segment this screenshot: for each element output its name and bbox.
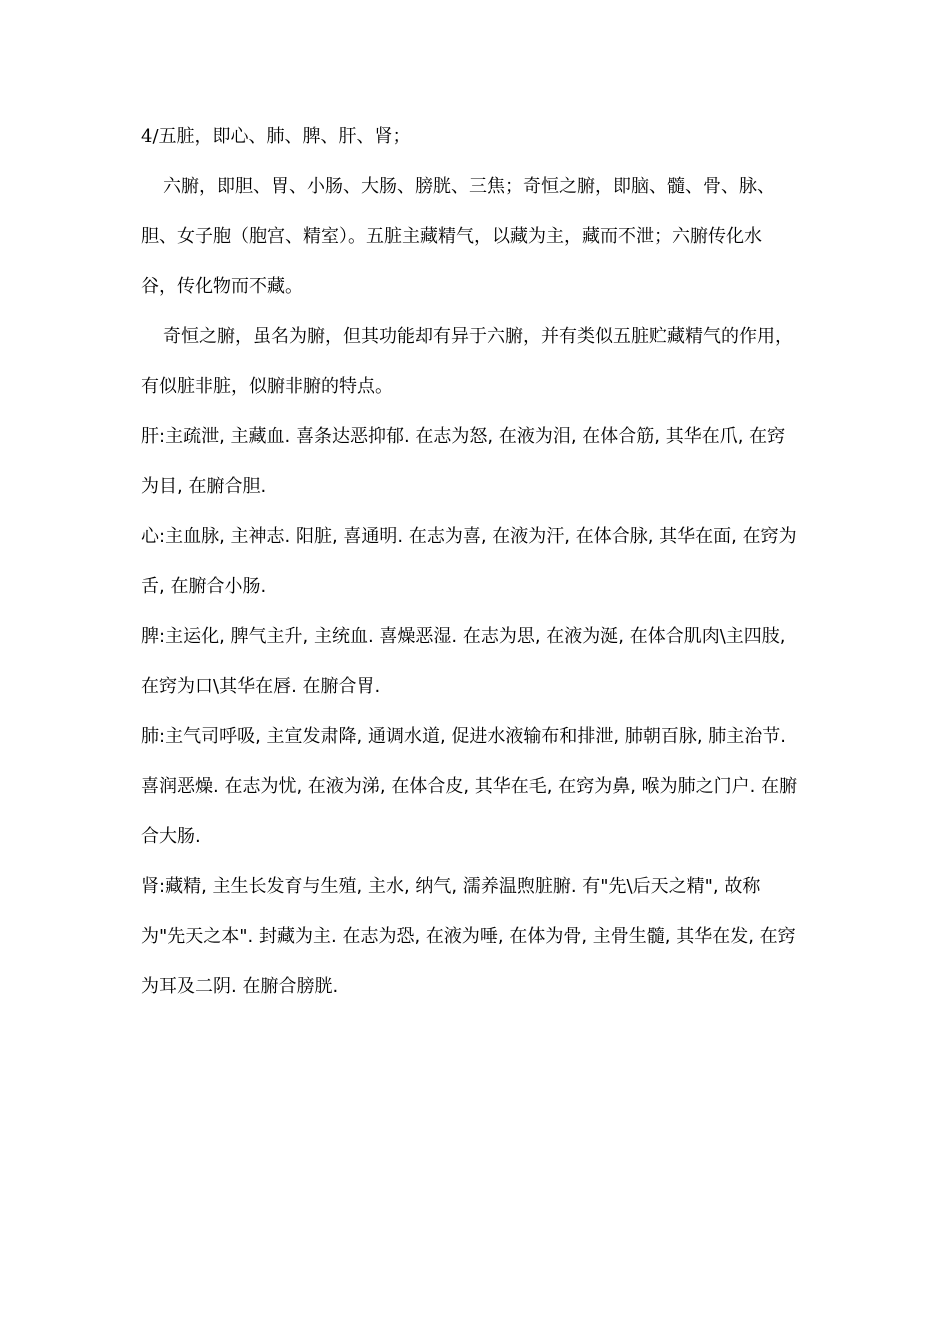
text-line-2: 六腑，即胆、胃、小肠、大肠、膀胱、三焦；奇恒之腑，即脑、髓、骨、脉、 — [163, 176, 775, 197]
text-line-16: 肾:藏精, 主生长发育与生殖, 主水, 纳气, 濡养温煦脏腑. 有"先\后天之精", 故称 — [141, 876, 761, 897]
text-line-5: 奇恒之腑，虽名为腑，但其功能却有异于六腑，并有类似五脏贮藏精气的作用， — [163, 326, 793, 347]
text-line-3: 胆、女子胞（胞宫、精室）。五脏主藏精气，以藏为主，藏而不泄；六腑传化水 — [141, 226, 762, 247]
document-body — [141, 112, 871, 1012]
text-line-12: 在窍为口\其华在唇. 在腑合胃. — [141, 676, 381, 697]
text-line-11: 脾:主运化, 脾气主升, 主统血. 喜燥恶湿. 在志为思, 在液为涎, 在体合肌肉\主四肢, — [141, 626, 786, 647]
text-line-8: 为目, 在腑合胆. — [141, 476, 267, 497]
text-line-13: 肺:主气司呼吸, 主宣发肃降, 通调水道, 促进水液输布和排泄, 肺朝百脉, 肺主治节. — [141, 726, 786, 747]
text-line-10: 舌, 在腑合小肠. — [141, 576, 267, 597]
text-line-18: 为耳及二阴. 在腑合膀胱. — [141, 976, 339, 997]
text-line-14: 喜润恶燥. 在志为忧, 在液为涕, 在体合皮, 其华在毛, 在窍为鼻, 喉为肺之门户. 在腑 — [141, 776, 798, 797]
text-line-6: 有似脏非脏，似腑非腑的特点。 — [141, 376, 393, 397]
text-line-17: 为"先天之本". 封藏为主. 在志为恐, 在液为唾, 在体为骨, 主骨生髓, 其华在发, 在窍 — [141, 926, 796, 947]
text-line-9: 心:主血脉, 主神志. 阳脏, 喜通明. 在志为喜, 在液为汗, 在体合脉, 其华在面, 在窍为 — [141, 526, 797, 547]
text-line-1: 4/五脏，即心、肺、脾、肝、肾； — [141, 126, 411, 147]
text-line-4: 谷，传化物而不藏。 — [141, 276, 303, 297]
text-line-7: 肝:主疏泄, 主藏血. 喜条达恶抑郁. 在志为怒, 在液为泪, 在体合筋, 其华在爪, 在窍 — [141, 426, 786, 447]
text-line-15: 合大肠. — [141, 826, 201, 847]
